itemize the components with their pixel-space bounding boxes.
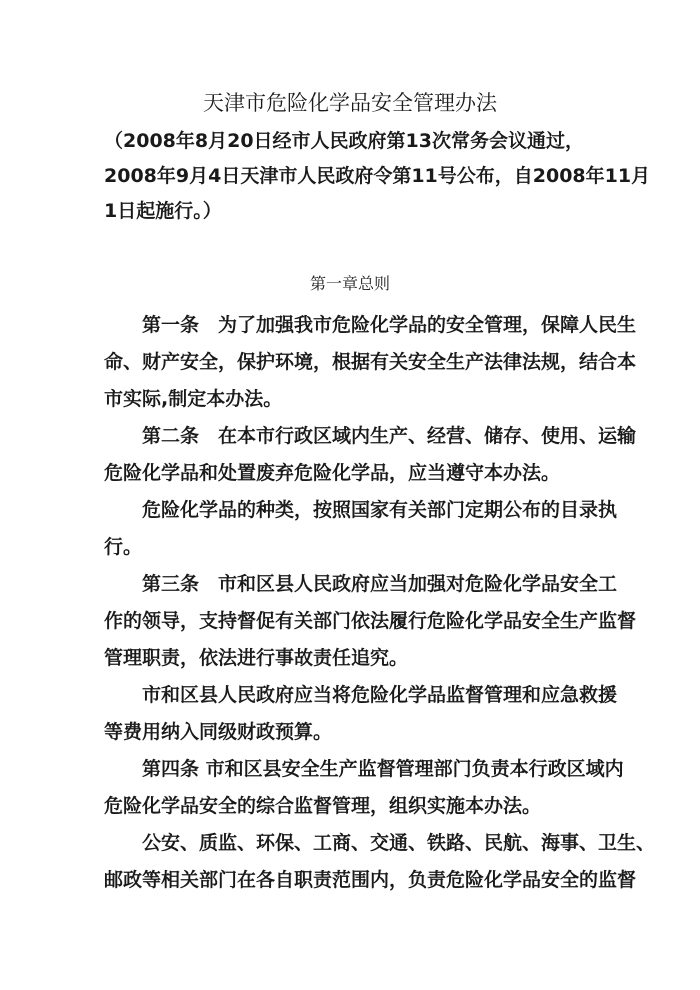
- paragraph-line: 作的领导，支持督促有关部门依法履行危险化学品安全生产监督: [104, 610, 637, 632]
- document-body: [104, 307, 656, 899]
- paragraph-line: 市实际,制定本办法。: [104, 388, 283, 410]
- paragraph-line: 第二条 在本市行政区域内生产、经营、储存、使用、运输: [142, 425, 637, 447]
- article-3-paragraph: [104, 566, 637, 677]
- subtitle-line: 1日起施行。）: [104, 200, 222, 222]
- paragraph-line: 管理职责，依法进行事故责任追究。: [104, 647, 409, 669]
- subtitle-line: （2008年8月20日经市人民政府第13次常务会议通过，: [104, 130, 584, 152]
- document-subtitle: [104, 124, 651, 229]
- paragraph-line: 危险化学品的种类，按照国家有关部门定期公布的目录执: [142, 499, 618, 521]
- paragraph-line: 邮政等相关部门在各自职责范围内，负责危险化学品安全的监督: [104, 869, 637, 891]
- paragraph-line: 第一条 为了加强我市危险化学品的安全管理，保障人民生: [142, 314, 637, 336]
- article-4-paragraph: [104, 751, 624, 825]
- departments-paragraph: [104, 825, 656, 899]
- paragraph-line: 第四条 市和区县安全生产监督管理部门负责本行政区域内: [142, 758, 624, 780]
- paragraph-line: 公安、质监、环保、工商、交通、铁路、民航、海事、卫生、: [142, 832, 656, 854]
- document-title: 天津市危险化学品安全管理办法: [203, 91, 497, 115]
- paragraph-line: 危险化学品和处置废弃危险化学品，应当遵守本办法。: [104, 462, 561, 484]
- article-2-paragraph: [104, 418, 637, 492]
- paragraph-line: 命、财产安全，保护环境，根据有关安全生产法律法规，结合本: [104, 351, 637, 373]
- paragraph-line: 等费用纳入同级财政预算。: [104, 721, 333, 743]
- chapter-heading: 第一章总则: [309, 274, 390, 293]
- catalog-paragraph: [104, 492, 618, 566]
- subtitle-line: 2008年9月4日天津市人民政府令第11号公布，自2008年11月: [104, 165, 651, 187]
- paragraph-line: 第三条 市和区县人民政府应当加强对危险化学品安全工: [142, 573, 618, 595]
- paragraph-line: 市和区县人民政府应当将危险化学品监督管理和应急救援: [142, 684, 618, 706]
- paragraph-line: 危险化学品安全的综合监督管理，组织实施本办法。: [104, 795, 542, 817]
- paragraph-line: 行。: [104, 536, 143, 558]
- article-1-paragraph: [104, 307, 637, 418]
- budget-paragraph: [104, 677, 618, 751]
